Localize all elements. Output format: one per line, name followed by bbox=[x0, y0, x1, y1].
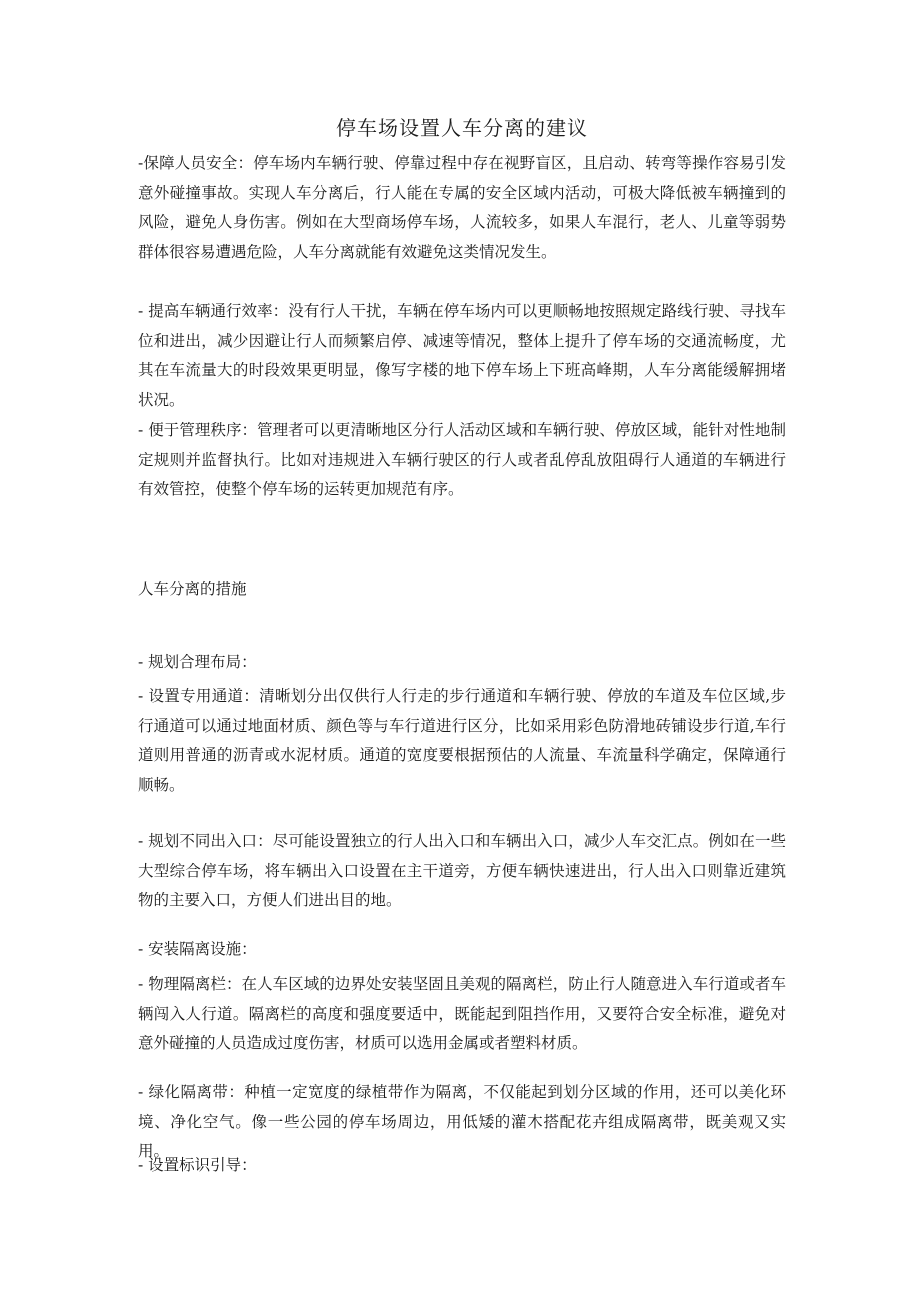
measure-dedicated-channel: - 设置专用通道：清晰划分出仅供行人行走的步行通道和车辆行驶、停放的车道及车位区域,步行通道可以通过地面材质、颜色等与车行道进行区分，比如采用彩色防滑地砖铺设步行道,车行道则用普通的沥青或水泥材质。通道的宽度要根据预估的人流量、车流量科学确定，保障通行顺畅。 bbox=[138, 687, 786, 794]
paragraph-management: - 便于管理秩序：管理者可以更清晰地区分行人活动区域和车辆行驶、停放区域，能针对性地制定规则并监督执行。比如对违规进入车辆行驶区的行人或者乱停乱放阻碍行人通道的车辆进行有效管控，使整个停车场的运转更加规范有序。 bbox=[138, 421, 786, 498]
paragraph-efficiency: - 提高车辆通行效率：没有行人干扰，车辆在停车场内可以更顺畅地按照规定路线行驶、寻找车位和进出，减少因避让行人而频繁启停、减速等情况，整体上提升了停车场的交通流畅度，尤其在车流量大的时段效果更明显，像写字楼的地下停车场上下班高峰期，人车分离能缓解拥堵状况。 bbox=[138, 302, 786, 409]
paragraph-safety: -保障人员安全：停车场内车辆行驶、停靠过程中存在视野盲区，且启动、转弯等操作容易引发意外碰撞事故。实现人车分离后，行人能在专属的安全区域内活动，可极大降低被车辆撞到的风险，避免人身伤害。例如在大型商场停车场，人流较多，如果人车混行，老人、儿童等弱势群体很容易遭遇危险，人车分离就能有效避免这类情况发生。 bbox=[138, 154, 786, 261]
document-title: 停车场设置人车分离的建议 bbox=[336, 116, 588, 140]
measure-green-belt: - 绿化隔离带：种植一定宽度的绿植带作为隔离，不仅能起到划分区域的作用，还可以美化环境、净化空气。像一些公园的停车场周边，用低矮的灌木搭配花卉组成隔离带，既美观又实用。 bbox=[138, 1083, 786, 1160]
measure-physical-barrier: - 物理隔离栏：在人车区域的边界处安装坚固且美观的隔离栏，防止行人随意进入车行道或者车辆闯入人行道。隔离栏的高度和强度要适中，既能起到阻挡作用，又要符合安全标准，避免对意外碰撞的人员造成过度伤害，材质可以选用金属或者塑料材质。 bbox=[138, 975, 786, 1052]
measure-signage: - 设置标识引导： bbox=[138, 1156, 257, 1174]
section-heading: 人车分离的措施 bbox=[138, 580, 247, 598]
measure-entrances: - 规划不同出入口：尽可能设置独立的行人出入口和车辆出入口，减少人车交汇点。例如在一些大型综合停车场，将车辆出入口设置在主干道旁，方便车辆快速进出，行人出入口则靠近建筑物的主要入口，方便人们进出目的地。 bbox=[138, 832, 786, 909]
measure-layout: - 规划合理布局： bbox=[138, 653, 257, 671]
measure-isolation: - 安装隔离设施： bbox=[138, 940, 257, 958]
